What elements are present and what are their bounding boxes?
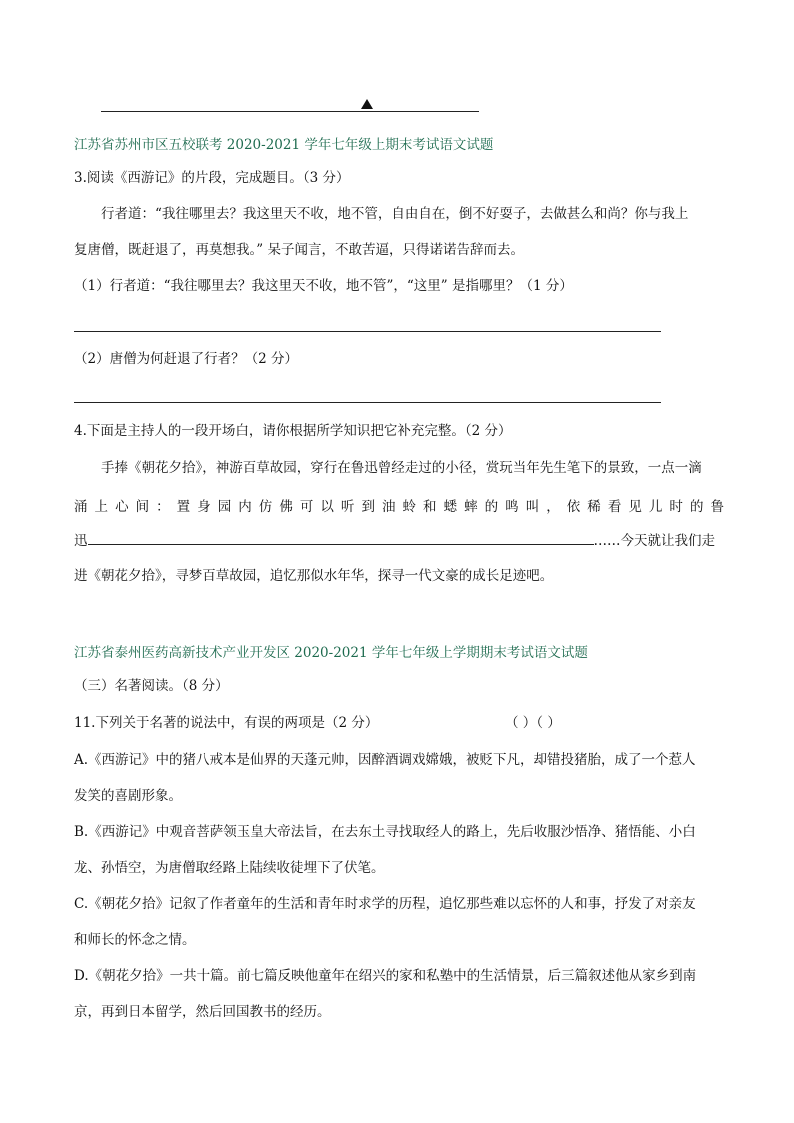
q4-line2-char: 上 [94, 499, 109, 515]
q4-line2-char: 心 [115, 499, 129, 515]
q4-line2-char: 看 [607, 499, 622, 515]
q4-line2-char: 鲁 [710, 499, 724, 515]
q4-line2-char: ： [156, 499, 170, 515]
passage-line-2: 复唐僧，既赶退了，再莫想我。” 呆子闻言，不敢苦逼，只得诺诺告辞而去。 [74, 242, 524, 258]
q4-line2-char: 油 [381, 499, 396, 515]
q4-line3-end: ……今天就让我们走 [593, 533, 715, 549]
q4-line2-char: 蟋 [443, 499, 458, 515]
option-b-line-1: B.《西游记》中观音菩萨领玉皇大帝法旨，在去东土寻找取经人的路上，先后收服沙悟净、猪悟能、小白 [74, 824, 696, 840]
q4-line2-char: 和 [423, 499, 437, 515]
q4-line2-char: 的 [484, 499, 499, 515]
q4-line2-char: 蟀 [464, 499, 478, 515]
answer-line-3-1[interactable] [74, 331, 661, 332]
part-title: （三）名著阅读。（8 分） [74, 678, 229, 694]
q4-line2-char: 仿 [258, 499, 273, 515]
question-11-answer-blanks[interactable]: （ ）（ ） [505, 715, 561, 731]
triangle-marker-icon [361, 99, 373, 109]
q4-line2-char: 见 [628, 499, 642, 515]
q4-line2-char: 园 [217, 499, 232, 515]
q4-line2-char: 内 [238, 499, 252, 515]
question-3-1: （1）行者道：“我往哪里去？我这里天不收，地不管”，“这里” 是指哪里？（1 分） [74, 278, 573, 294]
question-3-title: 3.阅读《西游记》的片段，完成题目。（3 分） [74, 170, 350, 186]
option-d-line-1: D.《朝花夕拾》一共十篇。前七篇反映他童年在绍兴的家和私塾中的生活情景，后三篇叙述他从家乡到南 [74, 968, 697, 984]
q4-text-line-2 [74, 495, 724, 515]
q4-line2-char: 稀 [587, 499, 601, 515]
q4-text-line-3 [74, 531, 715, 550]
q4-line2-char: 听 [340, 499, 355, 515]
q4-line2-char: 叫 [525, 499, 540, 515]
q4-line2-char: 间 [135, 499, 150, 515]
option-d-line-2: 京，再到日本留学，然后回国教书的经历。 [74, 1004, 331, 1020]
fill-in-blank[interactable] [88, 531, 594, 545]
q4-text-line-1: 手捧《朝花夕拾》，神游百草故园，穿行在鲁迅曾经走过的小径，赏玩当年先生笔下的景致，一点一滴 [101, 460, 702, 476]
passage-line-1: 行者道：“我往哪里去？我这里天不收，地不管，自由自在，倒不好耍子，去做甚么和尚？你与我上 [101, 206, 689, 222]
source-heading-1: 江苏省苏州市区五校联考 2020-2021 学年七年级上期末考试语文试题 [74, 137, 494, 153]
q4-line2-char: 鸣 [505, 499, 519, 515]
question-4-title: 4.下面是主持人的一段开场白，请你根据所学知识把它补充完整。（2 分） [74, 423, 512, 439]
q4-line2-char: 的 [689, 499, 704, 515]
q4-line3-start: 迅 [74, 533, 88, 549]
q4-line2-char: 时 [669, 499, 683, 515]
option-c-line-1: C.《朝花夕拾》记叙了作者童年的生活和青年时求学的历程，追忆那些难以忘怀的人和事，抒发了对亲友 [74, 896, 696, 912]
q4-line2-char: 置 [176, 499, 191, 515]
q4-line2-char: 到 [361, 499, 375, 515]
option-a-line-1: A.《西游记》中的猪八戒本是仙界的天蓬元帅，因醉酒调戏嫦娥，被贬下凡，却错投猪胎，成了一个惹人 [74, 752, 696, 768]
q4-line2-char: ， [546, 499, 560, 515]
q4-line2-char: 蛉 [402, 499, 416, 515]
q4-line2-char: 儿 [648, 499, 663, 515]
answer-line-3-2[interactable] [74, 402, 661, 403]
question-11-title: 11.下列关于名著的说法中，有误的两项是（2 分） [74, 715, 379, 731]
q4-line2-char: 可 [299, 499, 314, 515]
q4-line2-char: 涌 [74, 499, 88, 515]
question-3-2: （2）唐僧为何赶退了行者？（2 分） [74, 351, 298, 367]
source-heading-2: 江苏省泰州医药高新技术产业开发区 2020-2021 学年七年级上学期期末考试语文试题 [74, 645, 588, 661]
option-c-line-2: 和师长的怀念之情。 [74, 932, 196, 948]
q4-line2-char: 佛 [279, 499, 293, 515]
q4-line2-char: 依 [566, 499, 581, 515]
q4-text-line-4: 进《朝花夕拾》，寻梦百草故园，追忆那似水年华，探寻一代文豪的成长足迹吧。 [74, 568, 554, 584]
q4-line2-char: 以 [320, 499, 334, 515]
q4-line2-char: 身 [197, 499, 211, 515]
option-a-line-2: 发笑的喜剧形象。 [74, 788, 182, 804]
top-divider-line [101, 111, 479, 112]
option-b-line-2: 龙、孙悟空，为唐僧取经路上陆续收徒埋下了伏笔。 [74, 860, 385, 876]
